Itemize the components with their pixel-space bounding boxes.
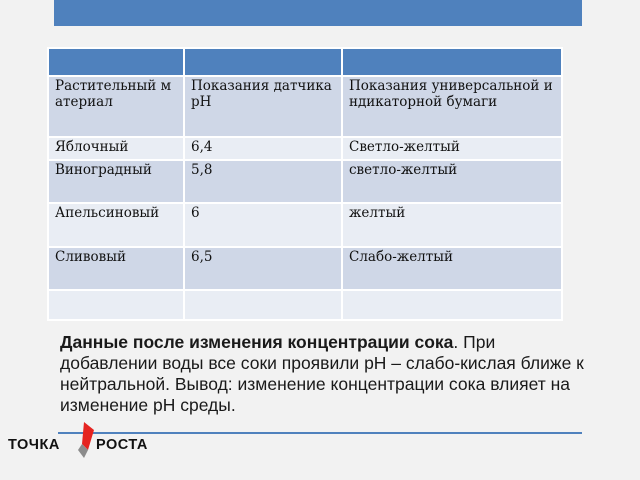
conclusion-heading-dot: . xyxy=(453,332,459,352)
logo-text-left: ТОЧКА xyxy=(8,437,60,453)
table-row xyxy=(48,160,562,203)
table-cell xyxy=(48,48,184,76)
conclusion-heading: Данные после изменения концентрации сока xyxy=(60,332,454,352)
table-row xyxy=(48,137,562,160)
table-cell xyxy=(184,48,342,76)
table-cell: Апельсиновый xyxy=(48,203,184,247)
table-cell xyxy=(342,48,562,76)
table-cell: Показания датчика рН xyxy=(184,76,342,137)
logo-text-right: РОСТА xyxy=(96,437,148,453)
table-cell: 6 xyxy=(184,203,342,247)
table-cell: 6,4 xyxy=(184,137,342,160)
conclusion-text xyxy=(60,332,590,416)
table-cell: Слабо-желтый xyxy=(342,247,562,290)
table-row xyxy=(48,290,562,320)
table-cell: Сливовый xyxy=(48,247,184,290)
table-cell: Показания универсальной индикаторной бумаги xyxy=(342,76,562,137)
table-cell: светло-желтый xyxy=(342,160,562,203)
table-cell: Светло-желтый xyxy=(342,137,562,160)
conclusion-body: При добавлении воды все соки проявили рН – слабо-кислая ближе к нейтральной. Вывод: изменение концентрации сока влияет на изменение рН среды. xyxy=(60,332,584,415)
data-table xyxy=(47,47,563,321)
table-row xyxy=(48,76,562,137)
table-cell: Виноградный xyxy=(48,160,184,203)
table-row xyxy=(48,247,562,290)
table-cell xyxy=(48,290,184,320)
title-bar xyxy=(54,0,582,26)
table-cell: желтый xyxy=(342,203,562,247)
table-cell: 6,5 xyxy=(184,247,342,290)
table-cell: Растительный материал xyxy=(48,76,184,137)
table-cell: 5,8 xyxy=(184,160,342,203)
table-cell: Яблочный xyxy=(48,137,184,160)
table-header-row xyxy=(48,48,562,76)
table-cell xyxy=(184,290,342,320)
table-cell xyxy=(342,290,562,320)
table-row xyxy=(48,203,562,247)
bottom-divider xyxy=(58,432,582,434)
